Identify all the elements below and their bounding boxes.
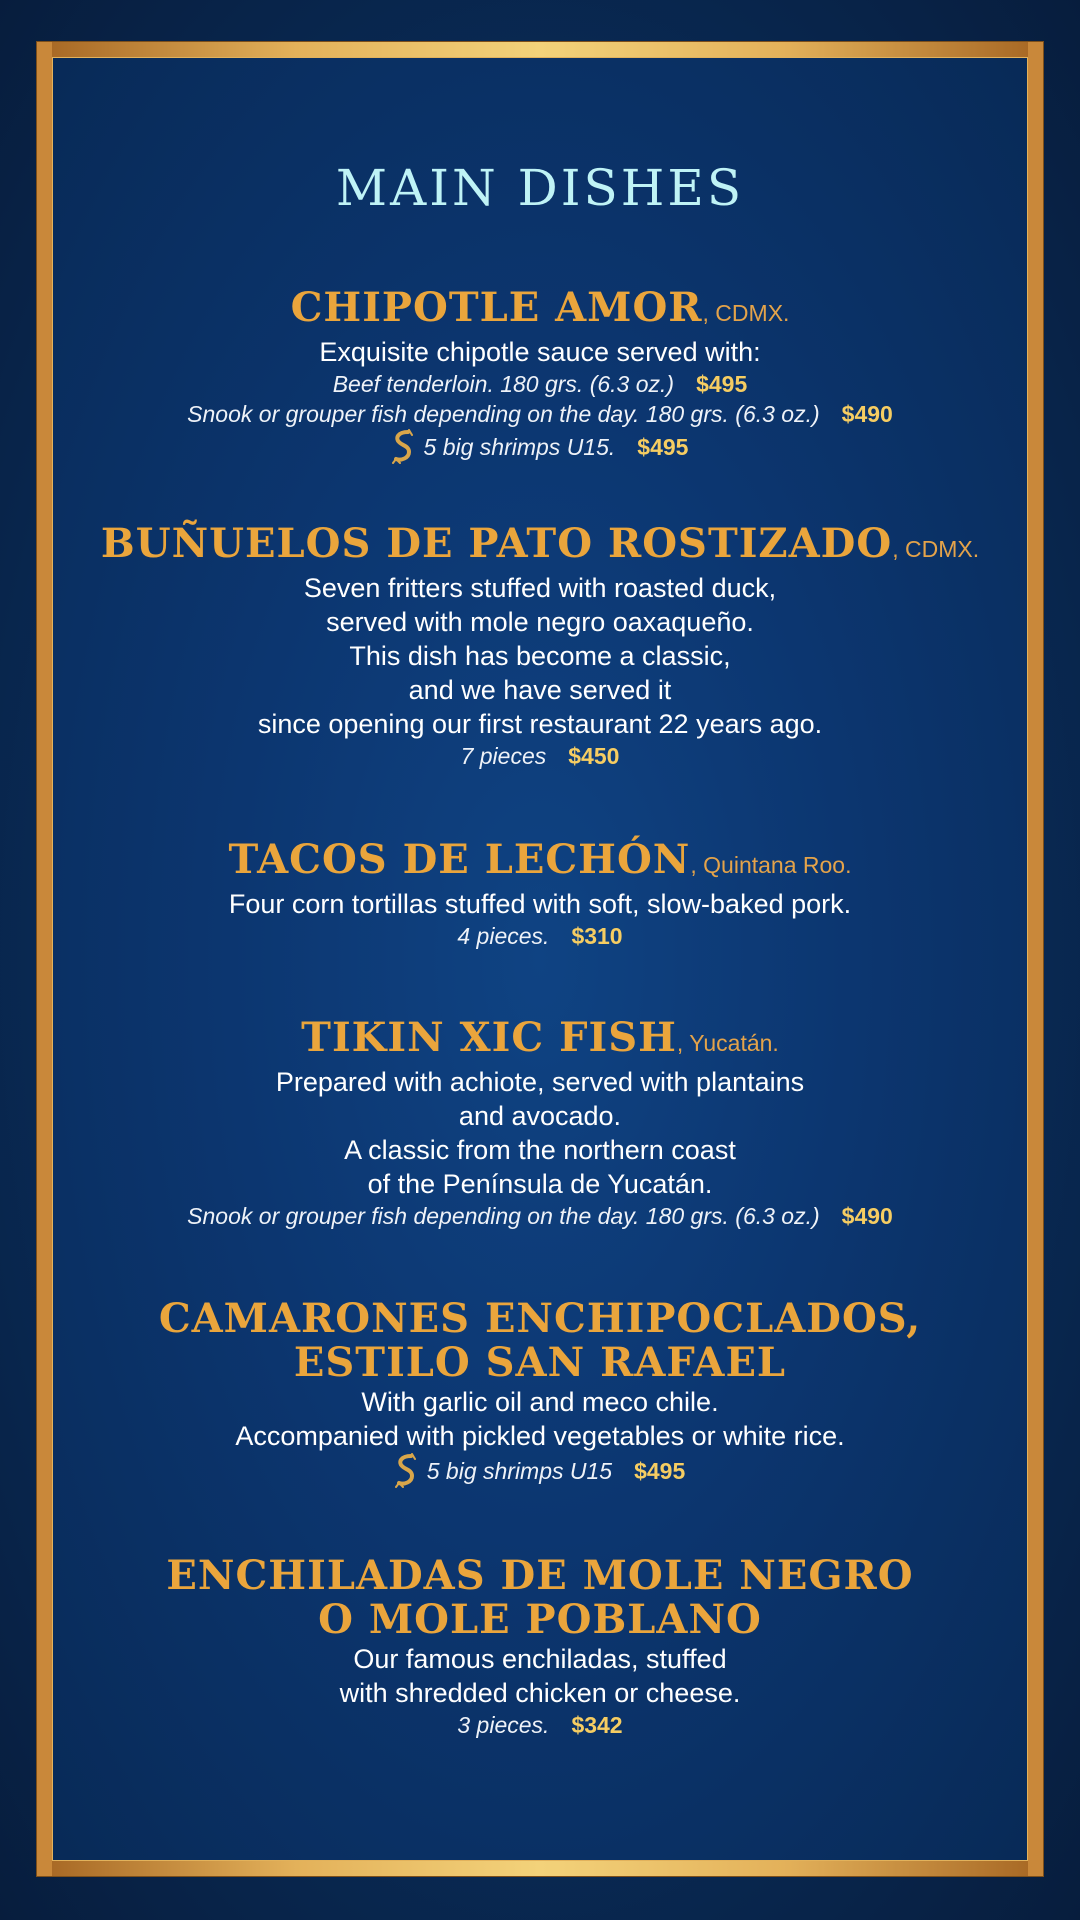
dish-name (0, 1554, 1080, 1642)
dish-name (0, 838, 1080, 887)
dish-title: TIKIN XIC FISH (301, 1014, 677, 1061)
option-text: 5 big shrimps U15 (426, 1458, 613, 1484)
dish-description: with shredded chicken or cheese. (339, 1678, 741, 1708)
dish-option (0, 1453, 1080, 1489)
dish-description: Four corn tortillas stuffed with soft, slow-baked pork. (228, 889, 852, 919)
dish-title: CHIPOTLE AMOR (290, 284, 703, 331)
dish-title-line: ESTILO SAN RAFAEL (293, 1339, 787, 1386)
shrimp-icon (395, 1453, 417, 1489)
dish-chipotle-amor (0, 286, 1080, 465)
dish-option (0, 429, 1080, 465)
option-price: $490 (841, 1203, 893, 1229)
dish-origin: , CDMX. (892, 536, 980, 562)
option-price: $495 (634, 1458, 686, 1484)
dish-title-line: CAMARONES ENCHIPOCLADOS, (158, 1295, 922, 1342)
dish-description: since opening our first restaurant 22 years ago. (257, 709, 823, 739)
dish-enchiladas-de-mole (0, 1554, 1080, 1740)
dish-title-line: O MOLE POBLANO (318, 1596, 762, 1643)
dish-description: Exquisite chipotle sauce served with: (319, 337, 761, 367)
option-price: $450 (568, 743, 620, 769)
option-price: $495 (637, 434, 689, 460)
dish-option (0, 741, 1080, 771)
dish-title-line: ENCHILADAS DE MOLE NEGRO (166, 1552, 914, 1599)
dish-name (0, 1016, 1080, 1065)
dish-camarones-enchipoclados (0, 1297, 1080, 1489)
dish-description: of the Península de Yucatán. (367, 1169, 713, 1199)
dish-origin: , Yucatán. (676, 1030, 779, 1056)
dish-name (0, 1297, 1080, 1385)
option-text: 7 pieces (460, 743, 547, 769)
dish-description: served with mole negro oaxaqueño. (326, 607, 754, 637)
option-text: 4 pieces. (457, 923, 550, 949)
dish-description: Prepared with achiote, served with plantains (275, 1067, 805, 1097)
option-text: Snook or grouper fish depending on the day. 180 grs. (6.3 oz.) (187, 1203, 820, 1229)
dish-description: Our famous enchiladas, stuffed (353, 1644, 727, 1674)
option-text: 3 pieces. (457, 1712, 550, 1738)
dish-option (0, 369, 1080, 399)
option-text: Beef tenderloin. 180 grs. (6.3 oz.) (332, 371, 675, 397)
dish-title: TACOS DE LECHÓN (228, 836, 691, 883)
dish-tacos-de-lechon (0, 838, 1080, 951)
option-price: $310 (571, 923, 623, 949)
dish-title: BUÑUELOS DE PATO ROSTIZADO (100, 520, 893, 567)
dish-option (0, 1201, 1080, 1231)
dish-option (0, 921, 1080, 951)
dish-description: This dish has become a classic, (349, 641, 731, 671)
option-text: Snook or grouper fish depending on the day. 180 grs. (6.3 oz.) (187, 401, 820, 427)
dish-option (0, 1710, 1080, 1740)
option-text: 5 big shrimps U15. (423, 434, 616, 460)
dish-description: and avocado. (458, 1101, 622, 1131)
page-title: MAIN DISHES (335, 159, 745, 217)
dish-description: A classic from the northern coast (344, 1135, 736, 1165)
dish-name (0, 286, 1080, 335)
dish-origin: , CDMX. (702, 300, 790, 326)
dish-description: and we have served it (408, 675, 672, 705)
dish-origin: , Quintana Roo. (690, 852, 852, 878)
option-price: $490 (841, 401, 893, 427)
dish-description: Seven fritters stuffed with roasted duck, (303, 573, 777, 603)
shrimp-icon (392, 429, 414, 465)
dish-tikin-xic-fish (0, 1016, 1080, 1231)
dish-description: With garlic oil and meco chile. (361, 1387, 719, 1417)
dish-description: Accompanied with pickled vegetables or white rice. (235, 1421, 845, 1451)
dish-bunuelos-de-pato (0, 522, 1080, 771)
dish-name (0, 522, 1080, 571)
dish-option (0, 399, 1080, 429)
option-price: $342 (571, 1712, 623, 1738)
option-price: $495 (696, 371, 748, 397)
